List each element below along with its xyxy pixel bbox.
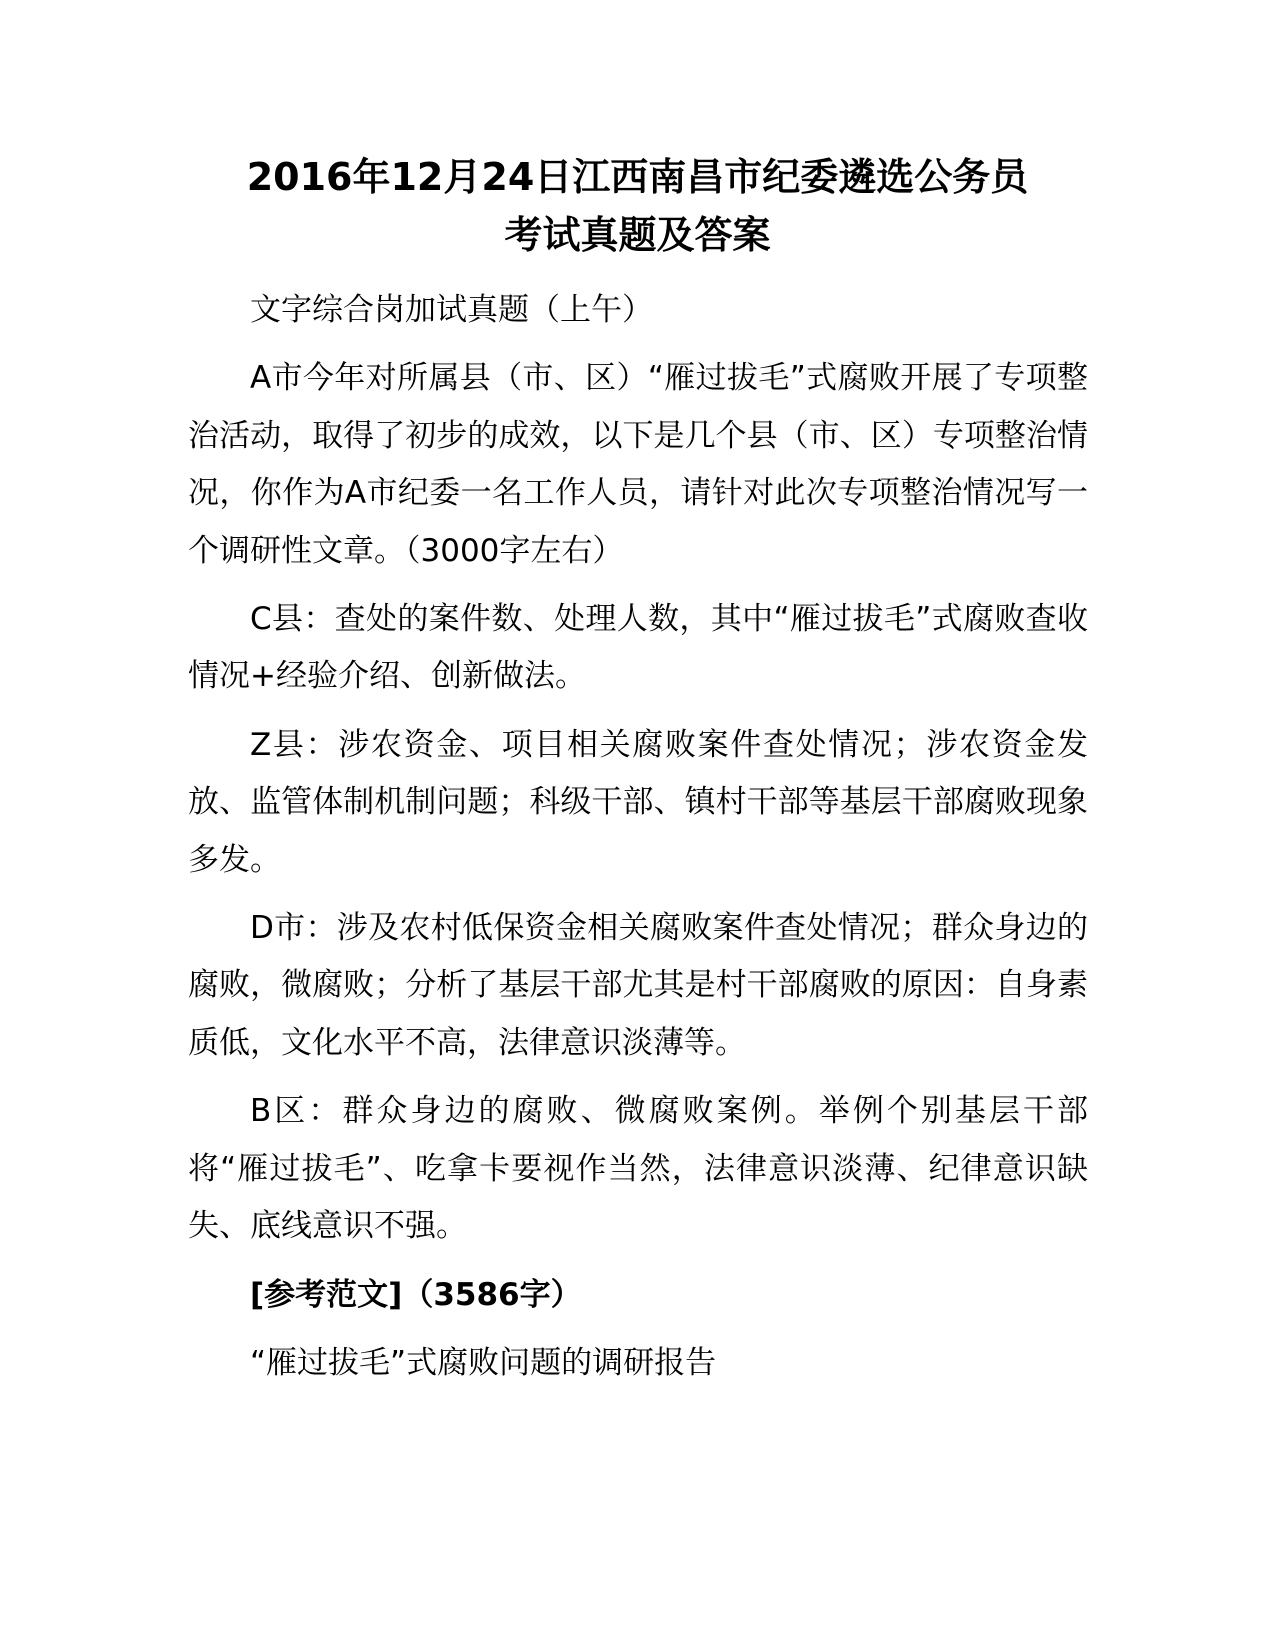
county-z-paragraph: Z县：涉农资金、项目相关腐败案件查处情况；涉农资金发放、监管体制机制问题；科级干部、镇村干部等基层干部腐败现象多发。: [188, 726, 1088, 878]
question-prompt: A市今年对所属县（市、区）“雁过拔毛”式腐败开展了专项整治活动，取得了初步的成效，以下是几个县（市、区）专项整治情况，你作为A市纪委一名工作人员，请针对此次专项整治情况写一个调研性文章。（3000字左右）: [188, 360, 1088, 569]
reference-essay-label: [参考范文]（3586字）: [250, 1276, 582, 1313]
document-body: [188, 282, 1088, 1403]
district-b-paragraph: B区：群众身边的腐败、微腐败案例。举例个别基层干部将“雁过拔毛”、吃拿卡要视作当然，法律意识淡薄、纪律意识缺失、底线意识不强。: [188, 1093, 1088, 1245]
essay-title: “雁过拔毛”式腐败问题的调研报告: [250, 1344, 717, 1381]
section-label: 文字综合岗加试真题（上午）: [250, 292, 653, 328]
document-title-line-2: 考试真题及答案: [504, 213, 771, 257]
county-c-paragraph: C县：查处的案件数、处理人数，其中“雁过拔毛”式腐败查收情况+经验介绍、创新做法。: [188, 601, 1088, 695]
document-title-line-1: 2016年12月24日江西南昌市纪委遴选公务员: [246, 155, 1029, 199]
city-d-paragraph: D市：涉及农村低保资金相关腐败案件查处情况；群众身边的腐败，微腐败；分析了基层干部尤其是村干部腐败的原因：自身素质低，文化水平不高，法律意识淡薄等。: [188, 910, 1088, 1061]
